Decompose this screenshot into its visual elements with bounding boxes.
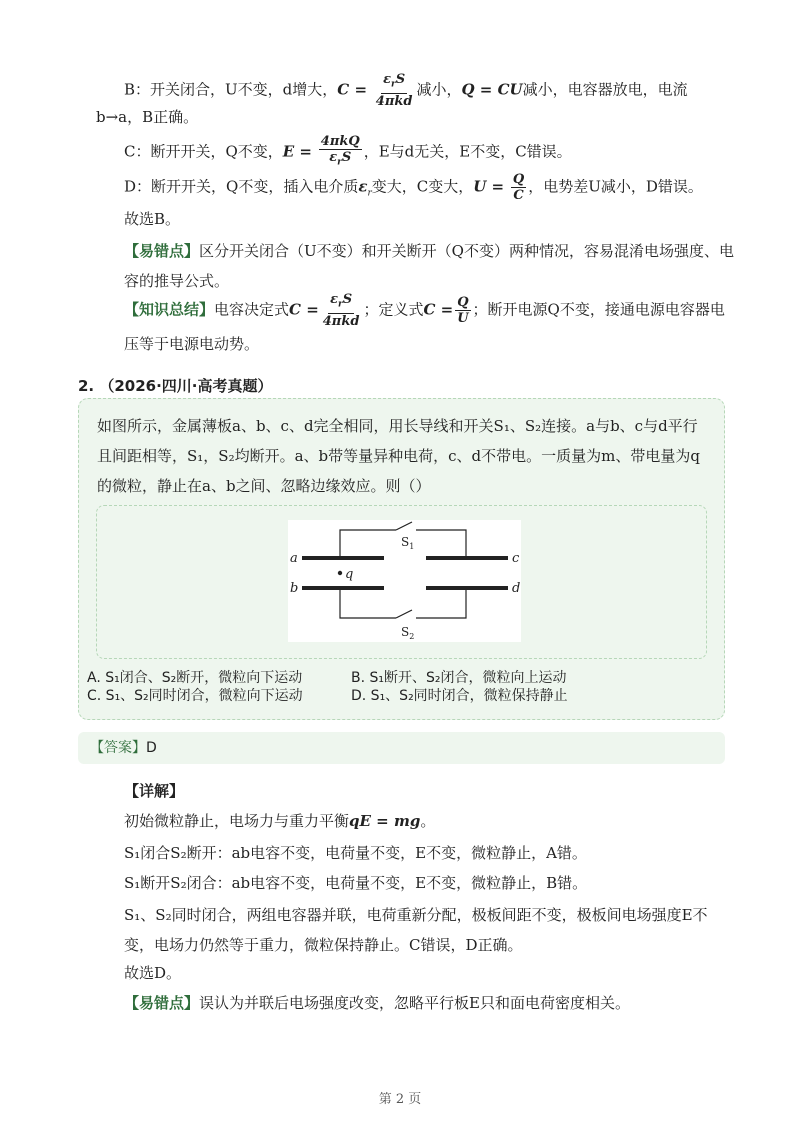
explanation-pitfall: 【易错点】误认为并联后电场强度改变，忽略平行板E只和面电荷密度相关。 [124,994,630,1012]
switch-s1 [396,522,412,530]
wire-top-right [416,530,466,556]
explanation-line-1: 初始微粒静止，电场力与重力平衡qE = mg。 [124,812,436,830]
circuit-figure [288,520,521,642]
answer-label: 【答案】 [90,740,146,756]
option-b-analysis: B：开关闭合，U不变，d增大，C = $\frac{\varepsilon_rS}{\text{4πkd}}$ 减小，Q = CU减小，电容器放电，电流 [124,72,688,109]
option-c-analysis: C：断开开关，Q不变，E = $\frac{\text{4πkQ}}{\varepsilon_rS}$ ，E与d无关，E不变，C错误。 [124,134,728,171]
answer-box [78,732,725,764]
question-header: 2. （2026·四川·高考真题） [78,377,273,395]
explanation-line-3: S₁断开S₂闭合：ab电容不变，电荷量不变，E不变，微粒静止，B错。 [124,874,588,892]
option-b: B. S₁断开、S₂闭合，微粒向上运动 [351,670,567,686]
capacitor-circuit-diagram [288,520,521,642]
switch-s2 [396,610,412,618]
pitfall-label: 【易错点】 [124,242,200,260]
plate-a [302,556,384,560]
explanation-label: 【详解】 [124,782,185,800]
question-box [78,398,725,720]
answer-value: D [146,740,157,756]
label-a: a [290,551,298,566]
label-c: c [512,551,520,566]
page-number: 第 2 页 [378,1092,422,1107]
explanation-line-2: S₁闭合S₂断开：ab电容不变，电荷量不变，E不变，微粒静止，A错。 [124,844,587,862]
pitfall-note: 【易错点】区分开关闭合（U不变）和开关断开（Q不变）两种情况，容易混淆电场强度、电容的推导公式。 [124,242,734,290]
label-q: q [345,567,354,582]
question-stem: 如图所示，金属薄板a、b、c、d完全相同，用长导线和开关S₁、S₂连接。a与b、c与d平行且间距相等，S₁，S₂均断开。a、b带等量异种电荷，c、d不带电。一质量为m、带电量为q的微粒，静止在a、b之间、忽略边缘效应。则（） [97,417,700,495]
option-d: D. S₁、S₂同时闭合，微粒保持静止 [351,688,568,704]
wire-bottom-left [340,590,396,618]
option-d-analysis: D：断开开关，Q不变，插入电介质$\varepsilon_r$变大，C变大，U = $\frac{Q}{C}$ ，电势差U减小，D错误。 [124,172,703,203]
formula-c: C = [337,80,368,99]
explanation-line-4: S₁、S₂同时闭合，两组电容器并联，电荷重新分配，极板间距不变，极板间电场强度E不变，电场力仍然等于重力，微粒保持静止。C错误，D正确。 [124,906,708,954]
explanation-conclusion: 故选D。 [124,964,182,982]
fraction: $\frac{Q}{C}$ [512,172,525,203]
formula-q: Q = CU [461,80,523,99]
summary-label: 【知识总结】 [124,300,215,319]
fraction: $\frac{\varepsilon_rS}{\text{4πkd}}$ [375,72,413,109]
label-b: b [290,581,299,596]
label-s2: $S_2$ [401,625,415,641]
label-s1: $S_1$ [401,535,415,551]
option-c: C. S₁、S₂同时闭合，微粒向下运动 [87,688,303,704]
plate-b [302,586,384,590]
formula-balance: qE = mg [349,812,421,830]
fraction: $\frac{Q}{U}$ [457,294,469,326]
fraction: $\frac{\varepsilon_rS}{\text{4πkd}}$ [322,292,360,329]
conclusion: 故选B。 [124,210,181,228]
figure-frame [96,505,707,659]
plate-c [426,556,508,560]
pitfall-label: 【易错点】 [124,994,200,1012]
wire-bottom-right [416,590,466,618]
fraction: $\frac{\text{4πkQ}}{\varepsilon_rS}$ [320,134,360,168]
wire-top-left [340,530,396,556]
option-a: A. S₁闭合、S₂断开，微粒向下运动 [87,670,303,686]
label-d: d [512,581,521,596]
knowledge-summary: 【知识总结】电容决定式C = $\frac{\varepsilon_rS}{\text{4πkd}}$ ；定义式C = $\frac{Q}{U}$ ；断开电源Q不变，接通电源电容器电压等于电源电动势。 [124,292,725,353]
option-b-analysis-cont: b→a，B正确。 [96,108,199,126]
particle-dot [338,571,342,575]
plate-d [426,586,508,590]
